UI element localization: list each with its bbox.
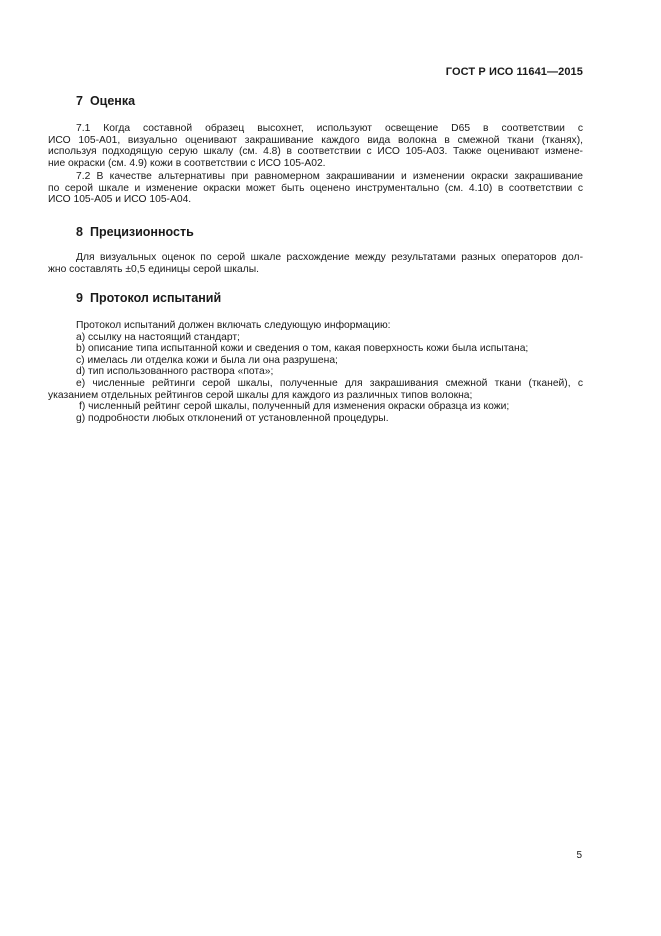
text-line: используя подходящую серую шкалу (см. 4.8) в соответствии с ИСО 105-A03. Также оценивают измене-: [48, 146, 583, 158]
section-9-title: Протокол испытаний: [89, 291, 222, 305]
text-line: 7.2 В качестве альтернативы при равномерном закрашивании и изменении окраски закрашивание: [76, 171, 583, 182]
text-line: ИСО 105-A01, визуально оценивают закрашивание каждого вида волокна в смежной ткани (тканях),: [48, 134, 583, 146]
text-line: 7.1 Когда составной образец высохнет, используют освещение D65 в соответствии с: [76, 123, 583, 134]
list-item: g) подробности любых отклонений от установленной процедуры.: [76, 412, 389, 424]
section-8-number: 8: [76, 225, 83, 239]
section-8-paragraph-1: [48, 252, 583, 275]
list-item: b) описание типа испытанной кожи и сведения о том, какая поверхность кожи была испытана;: [76, 343, 529, 355]
text-line: Для визуальных оценок по серой шкале расхождение между результатами разных операторов дол-: [76, 252, 583, 263]
list-intro: Протокол испытаний должен включать следующую информацию:: [76, 320, 391, 331]
document-code-header: ГОСТ Р ИСО 11641—2015: [445, 66, 583, 78]
page-number: 5: [576, 850, 582, 861]
section-9-list: [48, 320, 583, 424]
section-7-paragraph-1: [48, 123, 583, 169]
section-9-number: 9: [76, 291, 83, 305]
list-item: d) тип использованного раствора «пота»;: [76, 366, 274, 378]
section-9-heading: [76, 291, 221, 305]
section-8-heading: [76, 225, 194, 239]
section-7-number: 7: [76, 94, 83, 108]
text-line: ИСО 105-A05 и ИСО 105-A04.: [48, 194, 192, 206]
section-7-paragraph-2: [48, 171, 583, 206]
list-item: a) ссылку на настоящий стандарт;: [76, 331, 240, 343]
list-item: e) численные рейтинги серой шкалы, полученные для закрашивания смежной ткани (тканей), с: [76, 377, 583, 389]
section-7-heading: [76, 94, 135, 108]
section-8-title: Прецизионность: [89, 225, 194, 239]
text-line: ние окраски (см. 4.9) кожи в соответствии с ИСО 105-A02.: [48, 157, 326, 169]
list-item: c) имелась ли отделка кожи и была ли она разрушена;: [76, 354, 338, 366]
section-7-title: Оценка: [89, 94, 136, 108]
text-line: по серой шкале и изменение окраски может быть оценено инструментально (см. 4.10) в соответствии с: [48, 182, 583, 194]
list-item: f) численный рейтинг серой шкалы, полученный для изменения окраски образца из кожи;: [79, 401, 510, 413]
text-line: жно составлять ±0,5 единицы серой шкалы.: [48, 263, 260, 275]
list-item-continuation: указанием отдельных рейтингов серой шкалы для каждого из различных типов волокна;: [48, 389, 473, 401]
